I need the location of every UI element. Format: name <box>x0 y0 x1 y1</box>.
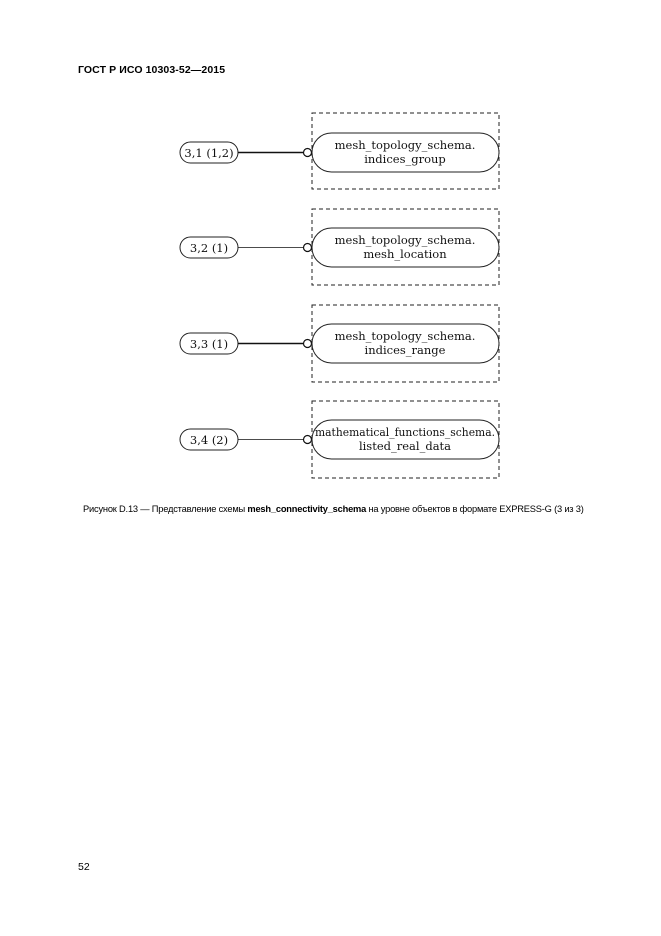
caption-prefix: Рисунок D.13 — Представление схемы <box>83 504 248 514</box>
entity-name-line2: indices_group <box>364 152 446 166</box>
relationship-end-circle <box>304 244 312 252</box>
entity-name-line2: listed_real_data <box>358 439 452 453</box>
entity-name-line1: mesh_topology_schema. <box>334 329 476 343</box>
entity-name-line1: mesh_topology_schema. <box>334 233 476 247</box>
figure-caption <box>83 504 584 514</box>
document-header: ГОСТ Р ИСО 10303-52—2015 <box>78 64 226 76</box>
reference-group <box>180 305 499 382</box>
page-reference-label: 3,3 (1) <box>189 337 229 351</box>
page-reference-label: 3,1 (1,2) <box>184 146 234 160</box>
page-number: 52 <box>78 861 90 873</box>
entity-name-line2: mesh_location <box>363 247 447 261</box>
entity-name-line1: mathematical_functions_schema. <box>315 426 495 439</box>
caption-schema-name: mesh_connectivity_schema <box>247 504 367 514</box>
reference-group <box>180 209 499 285</box>
entity-name-line1: mesh_topology_schema. <box>334 138 476 152</box>
page-reference-label: 3,2 (1) <box>189 241 229 255</box>
reference-group <box>180 113 499 189</box>
reference-group <box>180 401 499 478</box>
page-reference-label: 3,4 (2) <box>189 433 229 447</box>
relationship-end-circle <box>304 340 312 348</box>
entity-name-line2: indices_range <box>364 343 446 357</box>
caption-suffix: на уровне объектов в формате EXPRESS-G (3 из 3) <box>366 504 584 514</box>
relationship-end-circle <box>304 149 312 157</box>
relationship-end-circle <box>304 436 312 444</box>
